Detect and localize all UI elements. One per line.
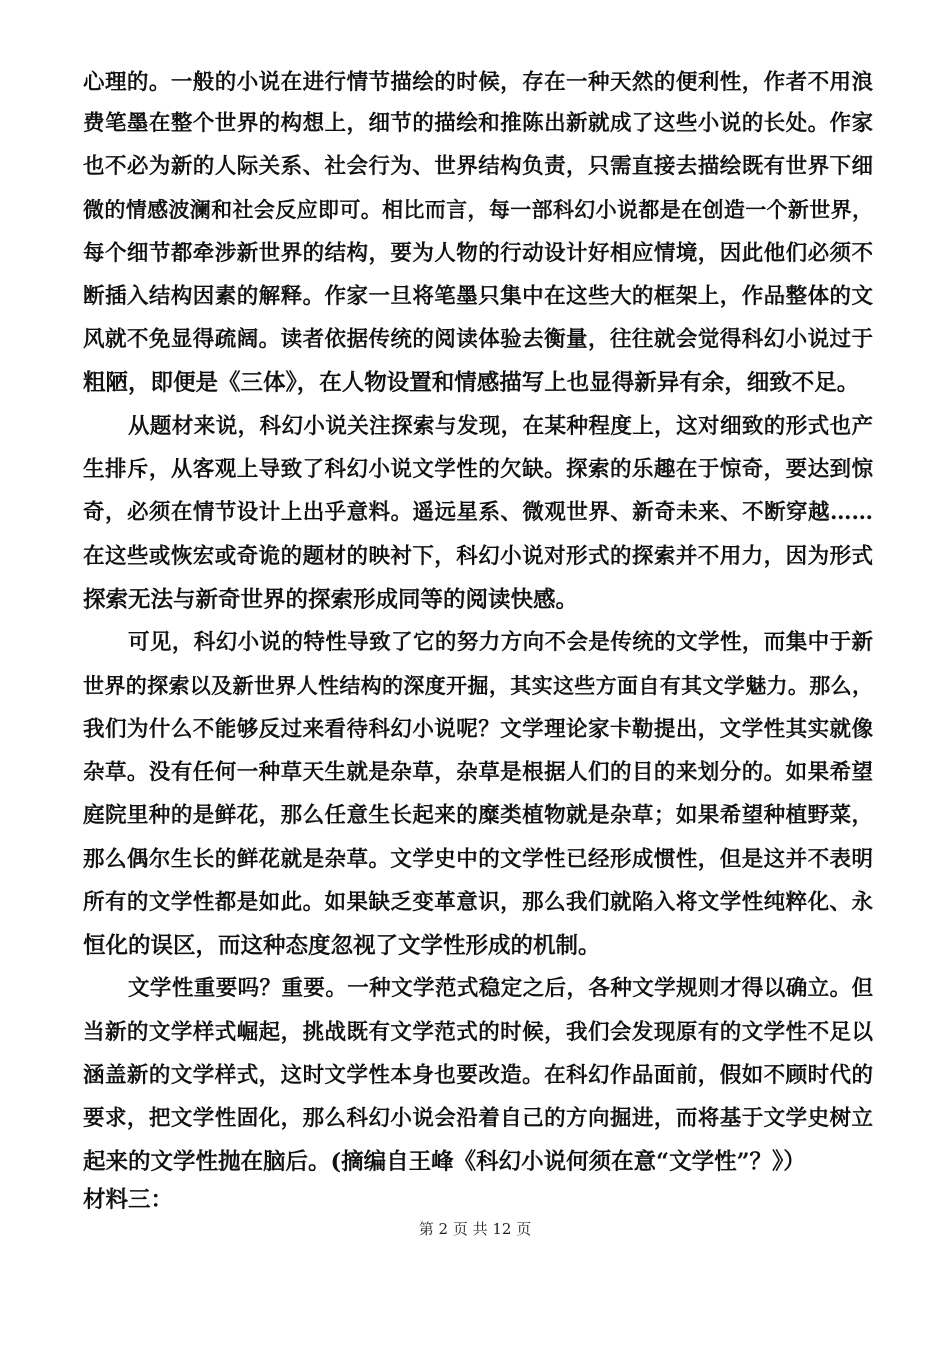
- text-line: 每个细节都牵涉新世界的结构，要为人物的行动设计好相应情境，因此他们必须不: [83, 241, 873, 266]
- text-line: 要求，把文学性固化，那么科幻小说会沿着自己的方向掘进，而将基于文学史树立: [83, 1106, 873, 1131]
- text-line: 恒化的误区，而这种态度忽视了文学性形成的机制。: [83, 933, 601, 959]
- text-line: 庭院里种的是鲜花，那么任意生长起来的糜类植物就是杂草；如果希望种植野菜，: [83, 803, 873, 828]
- text-line: 也不必为新的人际关系、社会行为、世界结构负责，只需直接去描绘既有世界下细: [83, 154, 873, 179]
- paragraph-first-line: 文学性重要吗？重要。一种文学范式稳定之后，各种文学规则才得以确立。但: [128, 976, 873, 1001]
- text-line: 杂草。没有任何一种草天生就是杂草，杂草是根据人们的目的来划分的。如果希望: [83, 760, 873, 785]
- section-heading: 材料三：: [83, 1187, 174, 1213]
- text-line: 断插入结构因素的解释。作家一旦将笔墨只集中在这些大的框架上，作品整体的文: [83, 284, 873, 309]
- paragraph-first-line: 可见，科幻小说的特性导致了它的努力方向不会是传统的文学性，而集中于新: [128, 630, 873, 655]
- paragraph-first-line: 从题材来说，科幻小说关注探索与发现，在某种程度上，这对细致的形式也产: [128, 414, 873, 439]
- text-line: 心理的。一般的小说在进行情节描绘的时候，存在一种天然的便利性，作者不用浪: [83, 70, 873, 95]
- text-line: 探索无法与新奇世界的探索形成同等的阅读快感。: [83, 587, 579, 613]
- text-line: 起来的文学性抛在脑后。(摘编自王峰《科幻小说何须在意“文学性”？》）: [83, 1149, 806, 1175]
- text-line: 所有的文学性都是如此。如果缺乏变革意识，那么我们就陷入将文学性纯粹化、永: [83, 890, 873, 915]
- text-line: 我们为什么不能够反过来看待科幻小说呢？文学理论家卡勒提出，文学性其实就像: [83, 717, 873, 742]
- text-line: 涵盖新的文学样式，这时文学性本身也要改造。在科幻作品面前，假如不顾时代的: [83, 1063, 873, 1088]
- text-line: 微的情感波澜和社会反应即可。相比而言，每一部科幻小说都是在创造一个新世界，: [83, 197, 873, 222]
- text-line: 费笔墨在整个世界的构想上，细节的描绘和推陈出新就成了这些小说的长处。作家: [83, 111, 873, 136]
- text-line: 那么偶尔生长的鲜花就是杂草。文学史中的文学性已经形成惯性，但是这并不表明: [83, 847, 873, 872]
- page-number-footer: 第 2 页 共 12 页: [418, 1220, 532, 1238]
- text-line: 风就不免显得疏阔。读者依据传统的阅读体验去衡量，往往就会觉得科幻小说过于: [83, 327, 873, 352]
- text-line: 生排斥，从客观上导致了科幻小说文学性的欠缺。探索的乐趣在于惊奇，要达到惊: [83, 457, 873, 482]
- text-line: 奇，必须在情节设计上出乎意料。遥远星系、微观世界、新奇未来、不断穿越……: [83, 500, 873, 525]
- text-line: 粗陋，即便是《三体》，在人物设置和情感描写上也显得新异有余，细致不足。: [83, 370, 860, 396]
- text-line: 世界的探索以及新世界人性结构的深度开掘，其实这些方面自有其文学魅力。那么，: [83, 673, 873, 698]
- text-line: 在这些或恢宏或奇诡的题材的映衬下，科幻小说对形式的探索并不用力，因为形式: [83, 544, 873, 569]
- text-line: 当新的文学样式崛起，挑战既有文学范式的时候，我们会发现原有的文学性不足以: [83, 1020, 873, 1045]
